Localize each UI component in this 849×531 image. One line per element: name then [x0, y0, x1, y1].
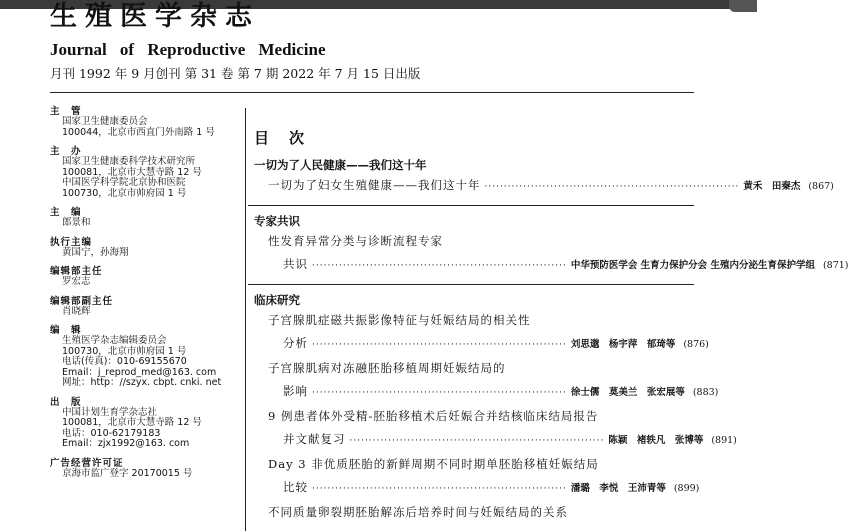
- masthead-line: 网址：http：//szyx. cbpt. cnki. net: [62, 377, 222, 388]
- leader-dots: ··································································: [312, 261, 567, 271]
- toc-entry[interactable]: [254, 174, 834, 199]
- masthead-label: 广告经营许可证: [50, 457, 124, 469]
- masthead-block: [50, 296, 240, 318]
- masthead-label: 编辑部主任: [50, 266, 103, 277]
- toc-entry-page: (883): [692, 387, 719, 398]
- masthead-label: 编辑部副主任: [50, 295, 114, 307]
- masthead-block: [50, 207, 240, 229]
- masthead-line: 肖晓辉: [62, 305, 91, 317]
- leader-dots: ··································································: [312, 388, 567, 398]
- toc-entry[interactable]: [254, 453, 700, 501]
- section-separator: [248, 205, 694, 206]
- masthead-label: 主 编: [50, 207, 82, 218]
- toc-section-title: 临床研究: [254, 293, 300, 307]
- toc-entry-page: (899): [673, 483, 700, 494]
- toc-entry[interactable]: [254, 309, 709, 357]
- toc-entry-title-cont: 共识: [283, 257, 308, 271]
- masthead-line: 100081，北京市大慧寺路 12 号: [62, 417, 202, 428]
- masthead-block: [50, 146, 240, 199]
- toc-entry-title-cont: 分析: [283, 336, 308, 350]
- masthead-line: 生殖医学杂志编辑委员会: [62, 335, 167, 346]
- leader-dots: ··································································: [312, 484, 567, 494]
- toc-entry-title: Day 3 非优质胚胎的新鲜周期不同时期单胚胎移植妊娠结局: [268, 457, 599, 471]
- toc-entry-title: 子宫腺肌症磁共振影像特征与妊娠结局的相关性: [268, 313, 531, 327]
- masthead-block: [50, 266, 240, 288]
- masthead-label: 编 辑: [50, 325, 82, 336]
- section-separator: [248, 284, 694, 285]
- toc-entry-authors: 刘思邈 杨宇萍 郁琦等: [570, 339, 676, 350]
- masthead-block: [50, 106, 240, 138]
- journal-title-cn: 生殖医学杂志: [50, 1, 260, 32]
- toc-entry-title: 9 例患者体外受精-胚胎移植术后妊娠合并结核临床结局报告: [268, 409, 599, 423]
- toc-entry-page: (891): [711, 435, 737, 446]
- toc-entry-page: (876): [683, 339, 709, 350]
- masthead-line: 电话(传真)：010-69155670: [62, 356, 187, 367]
- masthead-label: 出 版: [50, 396, 82, 408]
- masthead-line: 中国计划生育学杂志社: [62, 406, 158, 418]
- toc-section-title: 一切为了人民健康——我们这十年: [254, 158, 427, 172]
- masthead-line: Email：zjx1992@163. com: [62, 438, 190, 449]
- masthead-line: 黄国宁，孙海翔: [62, 246, 129, 258]
- masthead-line: 中国医学科学院北京协和医院: [62, 177, 186, 188]
- viewer-scroll-handle[interactable]: [729, 0, 757, 12]
- toc-entry[interactable]: [254, 357, 719, 405]
- masthead-line: 罗宏志: [62, 276, 91, 287]
- toc-entry-title: 性发育异常分类与诊断流程专家: [268, 234, 443, 248]
- toc-entry-title-cont: 并文献复习: [283, 432, 346, 446]
- toc-section-title: 专家共识: [254, 214, 300, 228]
- masthead-line: 100081，北京市大慧寺路 12 号: [62, 166, 202, 178]
- toc-section: [254, 291, 737, 524]
- toc-column: [254, 128, 849, 524]
- toc-entry-title-cont: 影响: [283, 384, 308, 398]
- header-rule: [50, 92, 694, 93]
- toc-entry-authors: 潘璐 李悦 王沛青等: [570, 483, 666, 494]
- toc-entry-title-cont: 比较: [283, 480, 308, 494]
- toc-entry-title: 子宫腺肌病对冻融胚胎移植周期妊娠结局的: [268, 361, 506, 375]
- toc-entry-title: 不同质量卵裂期胚胎解冻后培养时间与妊娠结局的关系: [268, 505, 568, 519]
- masthead-column: [50, 106, 240, 487]
- toc-entry-page: (871): [822, 260, 849, 271]
- publication-info: 月刊 1992 年 9 月创刊 第 31 卷 第 7 期 2022 年 7 月 15 日出版: [50, 66, 421, 81]
- masthead-line: 京海市监广登字 20170015 号: [62, 467, 193, 479]
- leader-dots: ··································································: [349, 436, 605, 446]
- leader-dots: ··································································: [312, 340, 567, 350]
- masthead-block: [50, 237, 240, 259]
- leader-dots: ··································································: [484, 182, 740, 192]
- column-divider: [245, 108, 246, 531]
- masthead-label: 执行主编: [50, 236, 93, 248]
- toc-entry-authors: 中华预防医学会 生育力保护分会 生殖内分泌生育保护学组: [570, 260, 815, 271]
- toc-entry[interactable]: [254, 405, 737, 453]
- masthead-line: 100730，北京市帅府园 1 号: [62, 187, 187, 199]
- masthead-line: 100044，北京市西直门外南路 1 号: [62, 126, 215, 138]
- masthead-block: [50, 397, 240, 450]
- toc-heading: 目次: [254, 129, 325, 147]
- masthead-line: 100730，北京市帅府园 1 号: [62, 345, 187, 357]
- toc-entry-authors: 陈颖 褚轶凡 张博等: [608, 435, 704, 446]
- toc-entry[interactable]: [254, 230, 849, 278]
- toc-sections: [254, 156, 849, 524]
- masthead-block: [50, 325, 240, 389]
- toc-section: [254, 212, 849, 278]
- masthead-line: 国家卫生健康委科学技术研究所: [62, 156, 196, 167]
- masthead-label: 主 管: [50, 106, 82, 117]
- masthead-block: [50, 458, 240, 480]
- toc-entry-authors: 黄禾 田秦杰: [743, 181, 801, 192]
- toc-entry[interactable]: [254, 501, 694, 524]
- toc-entry-authors: 徐士儒 莫美兰 张宏展等: [570, 387, 685, 398]
- masthead-line: 郎景和: [62, 217, 91, 228]
- toc-entry-title: 一切为了妇女生殖健康——我们这十年: [268, 178, 481, 192]
- masthead-line: Email：j_reprod_med@163. com: [62, 366, 217, 378]
- masthead-line: 国家卫生健康委员会: [62, 116, 148, 127]
- toc-section: [254, 156, 834, 199]
- toc-entry-page: (867): [808, 181, 834, 192]
- journal-title-en: Journal of Reproductive Medicine: [50, 40, 326, 59]
- masthead-line: 电话：010-62179183: [62, 427, 161, 439]
- masthead-label: 主 办: [50, 146, 82, 157]
